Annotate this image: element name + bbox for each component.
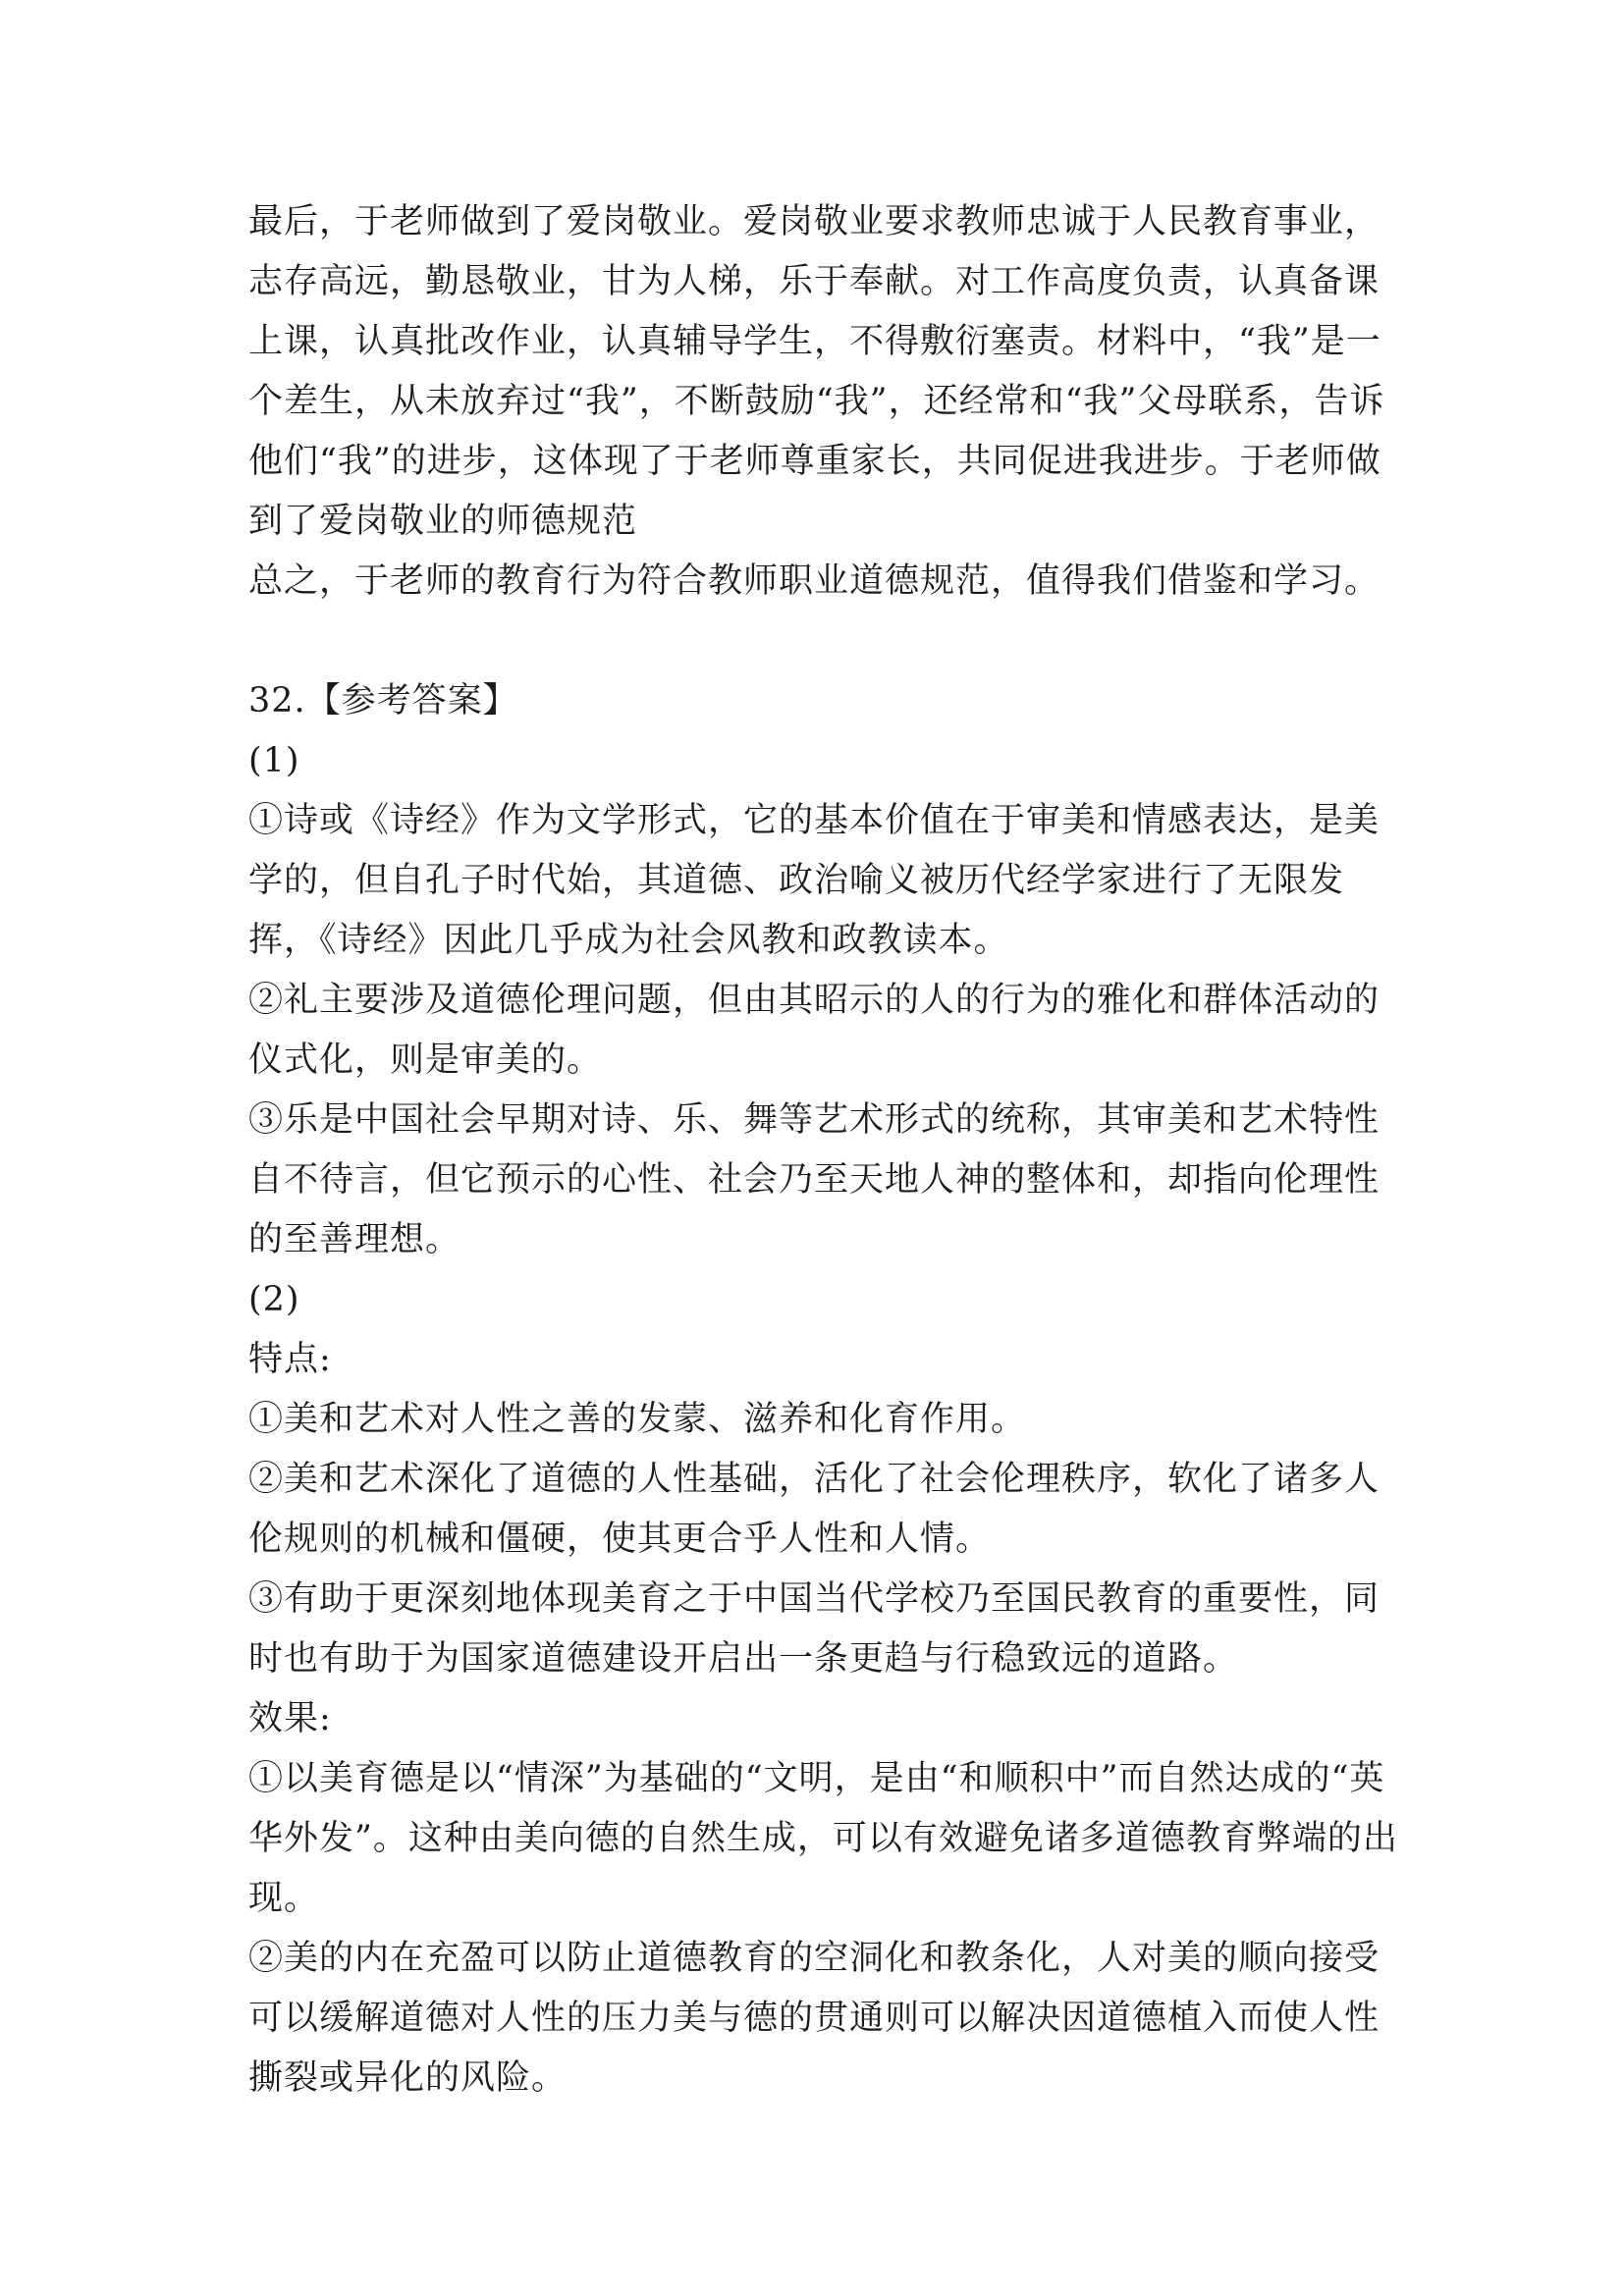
feature-item-2: ②美和艺术深化了道德的人性基础，活化了社会伦理秩序，软化了诸多人伦规则的机械和僵硬，使其更合乎人性和人情。 (248, 1460, 1380, 1559)
part-2-label: (2) (248, 1280, 300, 1319)
part-1-label: (1) (248, 741, 300, 780)
section-gap (248, 612, 1407, 671)
features-label: 特点: (248, 1340, 332, 1379)
part-1-item-1: ①诗或《诗经》作为文学形式，它的基本价值在于审美和情感表达，是美学的，但自孔子时代始，其道德、政治喻义被历代经学家进行了无限发挥，《诗经》因此几乎成为社会风教和政教读本。 (248, 801, 1380, 960)
effects-label: 效果: (248, 1699, 332, 1738)
document-body (248, 192, 1407, 2109)
feature-item-1: ①美和艺术对人性之善的发蒙、滋养和化育作用。 (248, 1400, 1027, 1439)
paragraph-conclusion: 总之，于老师的教育行为符合教师职业道德规范，值得我们借鉴和学习。 (248, 561, 1380, 601)
paragraph-love-of-job: 最后，于老师做到了爱岗敬业。爱岗敬业要求教师忠诚于人民教育事业，志存高远，勤恳敬业，甘为人梯，乐于奉献。对工作高度负责，认真备课上课，认真批改作业，认真辅导学生，不得敷衍塞责。材料中，“我”是一个差生，从未放弃过“我”，不断鼓励“我”，还经常和“我”父母联系，告诉他们“我”的进步，这体现了于老师尊重家长，共同促进我进步。于老师做到了爱岗敬业的师德规范 (248, 202, 1385, 541)
effect-item-1: ①以美育德是以“情深”为基础的“文明，是由“和顺积中”而自然达成的“英华外发”。这种由美向德的自然生成，可以有效避免诸多道德教育弊端的出现。 (248, 1759, 1398, 1918)
effect-item-2: ②美的内在充盈可以防止道德教育的空洞化和教条化，人对美的顺向接受可以缓解道德对人性的压力美与德的贯通则可以解决因道德植入而使人性撕裂或异化的风险。 (248, 1939, 1380, 2098)
feature-item-3: ③有助于更深刻地体现美育之于中国当代学校乃至国民教育的重要性，同时也有助于为国家道德建设开启出一条更趋与行稳致远的道路。 (248, 1579, 1380, 1679)
part-1-item-2: ②礼主要涉及道德伦理问题，但由其昭示的人的行为的雅化和群体活动的仪式化，则是审美的。 (248, 981, 1380, 1080)
part-1-item-3: ③乐是中国社会早期对诗、乐、舞等艺术形式的统称，其审美和艺术特性自不待言，但它预示的心性、社会乃至天地人神的整体和，却指向伦理性的至善理想。 (248, 1100, 1380, 1259)
question-32-heading: 32.【参考答案】 (248, 681, 518, 721)
